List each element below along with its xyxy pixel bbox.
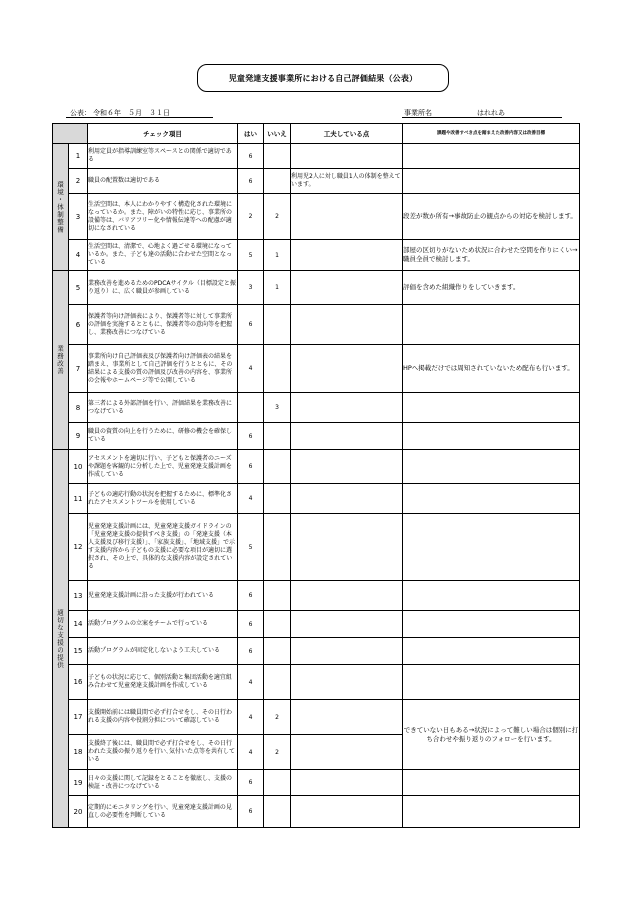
category-environment: 環境・体制整備 xyxy=(53,144,69,271)
efforts-cell xyxy=(291,144,403,169)
yes-count xyxy=(238,393,264,423)
check-item: アセスメントを適切に行い、子どもと保護者のニーズや課題を客観的に分析した上で、児童発達支援計画を作成している xyxy=(88,450,238,484)
no-count xyxy=(264,638,291,665)
yes-count: 6 xyxy=(238,638,264,665)
check-item: 保護者等向け評価表により、保護者等に対して事業所の評価を実施するとともに、保護者等の意向等を把握し、業務改善につなげている xyxy=(88,305,238,345)
category-appropriate-support: 適切な支援の提供 xyxy=(53,450,69,828)
check-item: 児童発達支援計画には、児童発達支援ガイドラインの「児童発達支援の提供すべき支援」の「発達支援（本人支援及び移行支援）」、「家族支援」、「地域支援」で示す支援内容から子どもの支援に必要な項目が適切に選択され、その上で、具体的な支援内容が設定されている xyxy=(88,514,238,581)
check-item: 支援開始前には職員間で必ず打合せをし、その日行われる支援の内容や役割分担について確認している xyxy=(88,700,238,735)
row-number: 6 xyxy=(69,305,88,345)
yes-count: 6 xyxy=(238,169,264,194)
table-row xyxy=(53,169,580,194)
no-count xyxy=(264,611,291,638)
table-row xyxy=(53,796,580,828)
yes-count: 6 xyxy=(238,305,264,345)
check-item: 子どもの状況に応じて、個別活動と集団活動を適宜組み合わせて児童発達支援計画を作成している xyxy=(88,665,238,700)
no-count xyxy=(264,423,291,450)
efforts-cell xyxy=(291,611,403,638)
office-label: 事業所名 xyxy=(404,109,432,117)
row-number: 7 xyxy=(69,345,88,393)
no-count xyxy=(264,665,291,700)
improvement-cell xyxy=(403,305,580,345)
row-number: 10 xyxy=(69,450,88,484)
office-underline xyxy=(402,117,562,118)
efforts-cell xyxy=(291,194,403,240)
yes-count: 5 xyxy=(238,514,264,581)
no-count: 1 xyxy=(264,240,291,271)
check-item: 子どもの適応行動の状況を把握するために、標準化されたアセスメントツールを使用している xyxy=(88,484,238,514)
table-row xyxy=(53,240,580,271)
efforts-cell xyxy=(291,450,403,484)
improvement-cell xyxy=(403,514,580,581)
table-row xyxy=(53,770,580,796)
improvement-cell xyxy=(403,796,580,828)
no-count xyxy=(264,484,291,514)
improvement-cell xyxy=(403,665,580,700)
check-item: 生活空間は、本人にわかりやすく構造化された環境になっているか。また、障がいの特性に応じ、事業所の設備等は、バリアフリー化や情報伝達等への配慮が適切になされている xyxy=(88,194,238,240)
improvement-cell xyxy=(403,484,580,514)
table-row xyxy=(53,305,580,345)
improvement-cell xyxy=(403,611,580,638)
efforts-cell xyxy=(291,735,403,770)
row-number: 13 xyxy=(69,581,88,611)
yes-count: 4 xyxy=(238,700,264,735)
check-item: 日々の支援に関して記録をとることを徹底し、支援の検証・改善につなげている xyxy=(88,770,238,796)
header-row xyxy=(53,124,580,144)
check-item: 業務改善を進めるためのPDCAサイクル（目標設定と振り返り）に、広く職員が参画している xyxy=(88,271,238,305)
improvement-cell xyxy=(403,423,580,450)
no-count xyxy=(264,169,291,194)
row-number: 5 xyxy=(69,271,88,305)
improvement-cell xyxy=(403,450,580,484)
improvement-cell xyxy=(403,144,580,169)
table-row xyxy=(53,271,580,305)
efforts-cell xyxy=(291,796,403,828)
yes-count: 6 xyxy=(238,450,264,484)
table-row xyxy=(53,665,580,700)
no-count xyxy=(264,144,291,169)
row-number: 2 xyxy=(69,169,88,194)
no-count: 2 xyxy=(264,194,291,240)
check-item: 定期的にモニタリングを行い、児童発達支援計画の見直しの必要性を判断している xyxy=(88,796,238,828)
efforts-cell xyxy=(291,484,403,514)
table-row xyxy=(53,144,580,169)
table-row xyxy=(53,514,580,581)
row-number: 14 xyxy=(69,611,88,638)
header-improvements: 課題や改善すべき点を踏まえた改善内容又は改善目標 xyxy=(403,124,580,144)
office-name: はれれあ xyxy=(477,109,505,117)
table-row xyxy=(53,638,580,665)
check-item: 生活空間は、清潔で、心地よく過ごせる環境になっているか。また、子ども達の活動に合わせた空間となっている xyxy=(88,240,238,271)
efforts-cell xyxy=(291,305,403,345)
row-number: 1 xyxy=(69,144,88,169)
no-count xyxy=(264,770,291,796)
document-title: 児童発達支援事業所における自己評価結果（公表） xyxy=(197,64,449,92)
efforts-cell xyxy=(291,700,403,735)
check-item: 利用定員が指導訓練室等スペースとの関係で適切である xyxy=(88,144,238,169)
no-count xyxy=(264,514,291,581)
yes-count: 6 xyxy=(238,423,264,450)
row-number: 19 xyxy=(69,770,88,796)
no-count xyxy=(264,581,291,611)
no-count xyxy=(264,450,291,484)
row-number: 9 xyxy=(69,423,88,450)
row-number: 16 xyxy=(69,665,88,700)
efforts-cell xyxy=(291,638,403,665)
efforts-cell xyxy=(291,581,403,611)
row-number: 12 xyxy=(69,514,88,581)
row-number: 20 xyxy=(69,796,88,828)
published-underline xyxy=(66,117,213,118)
improvement-cell xyxy=(403,770,580,796)
check-item: 活動プログラムの立案をチームで行っている xyxy=(88,611,238,638)
improvement-cell: 段差が数か所有→事故防止の観点からの対応を検討します。 xyxy=(403,194,580,240)
table-row xyxy=(53,611,580,638)
efforts-cell xyxy=(291,240,403,271)
table-row xyxy=(53,581,580,611)
table-row xyxy=(53,423,580,450)
yes-count: 5 xyxy=(238,240,264,271)
yes-count: 6 xyxy=(238,611,264,638)
check-item: 職員の資質の向上を行うために、研修の機会を確保している xyxy=(88,423,238,450)
yes-count: 4 xyxy=(238,484,264,514)
table-row xyxy=(53,484,580,514)
improvement-cell xyxy=(403,393,580,423)
header-corner xyxy=(53,124,88,144)
efforts-cell xyxy=(291,271,403,305)
no-count: 1 xyxy=(264,271,291,305)
no-count xyxy=(264,305,291,345)
yes-count: 2 xyxy=(238,194,264,240)
row-number: 4 xyxy=(69,240,88,271)
efforts-cell xyxy=(291,345,403,393)
row-number: 15 xyxy=(69,638,88,665)
check-item: 活動プログラムが固定化しないよう工夫している xyxy=(88,638,238,665)
category-business-improvement: 業務改善 xyxy=(53,271,69,450)
header-check-items: チェック項目 xyxy=(88,124,238,144)
efforts-cell xyxy=(291,665,403,700)
row-number: 3 xyxy=(69,194,88,240)
improvement-cell xyxy=(403,169,580,194)
improvement-cell: 部屋の区切りがないため状況に合わせた空間を作りにくい→職員全員で検討します。 xyxy=(403,240,580,271)
table-row xyxy=(53,194,580,240)
yes-count: 6 xyxy=(238,770,264,796)
table-row xyxy=(53,345,580,393)
check-item: 第三者による外部評価を行い、評価結果を業務改善につなげている xyxy=(88,393,238,423)
check-item: 支援終了後には、職員間で必ず打合せをし、その日行われた支援の振り返りを行い､気付いた点等を共有している xyxy=(88,735,238,770)
self-evaluation-table xyxy=(52,123,580,828)
efforts-cell xyxy=(291,514,403,581)
improvement-cell xyxy=(403,581,580,611)
table-row xyxy=(53,700,580,735)
improvement-cell: できていない日もある→状況によって難しい場合は個別に打ち合わせや振り返りのフォローを行います。 xyxy=(403,700,580,770)
table-row xyxy=(53,393,580,423)
improvement-cell xyxy=(403,638,580,665)
no-count xyxy=(264,345,291,393)
yes-count: 6 xyxy=(238,144,264,169)
row-number: 11 xyxy=(69,484,88,514)
efforts-cell xyxy=(291,393,403,423)
row-number: 18 xyxy=(69,735,88,770)
no-count xyxy=(264,796,291,828)
check-item: 児童発達支援計画に沿った支援が行われている xyxy=(88,581,238,611)
yes-count: 6 xyxy=(238,581,264,611)
no-count: 2 xyxy=(264,735,291,770)
published-label: 公表： xyxy=(70,109,91,117)
efforts-cell xyxy=(291,423,403,450)
header-yes: はい xyxy=(238,124,264,144)
header-no: いいえ xyxy=(264,124,291,144)
no-count: 2 xyxy=(264,700,291,735)
efforts-cell: 利用児2人に対し職員1人の体制を整えています。 xyxy=(291,169,403,194)
yes-count: 4 xyxy=(238,735,264,770)
improvement-cell: HPへ掲載だけでは周知されていないため配布も行います。 xyxy=(403,345,580,393)
yes-count: 6 xyxy=(238,796,264,828)
row-number: 17 xyxy=(69,700,88,735)
yes-count: 4 xyxy=(238,665,264,700)
efforts-cell xyxy=(291,770,403,796)
yes-count: 3 xyxy=(238,271,264,305)
table-row xyxy=(53,450,580,484)
check-item: 職員の配置数は適切である xyxy=(88,169,238,194)
no-count: 3 xyxy=(264,393,291,423)
improvement-cell: 評価を含めた組織作りをしていきます。 xyxy=(403,271,580,305)
row-number: 8 xyxy=(69,393,88,423)
check-item: 事業所向け自己評価表及び保護者向け評価表の結果を踏まえ、事業所として自己評価を行うとともに、その結果による支援の質の評価及び改善の内容を、事業所の会報やホームページ等で公開している xyxy=(88,345,238,393)
published-date: 令和６年 ５月 ３１日 xyxy=(93,109,170,117)
header-efforts: 工夫している点 xyxy=(291,124,403,144)
yes-count: 4 xyxy=(238,345,264,393)
